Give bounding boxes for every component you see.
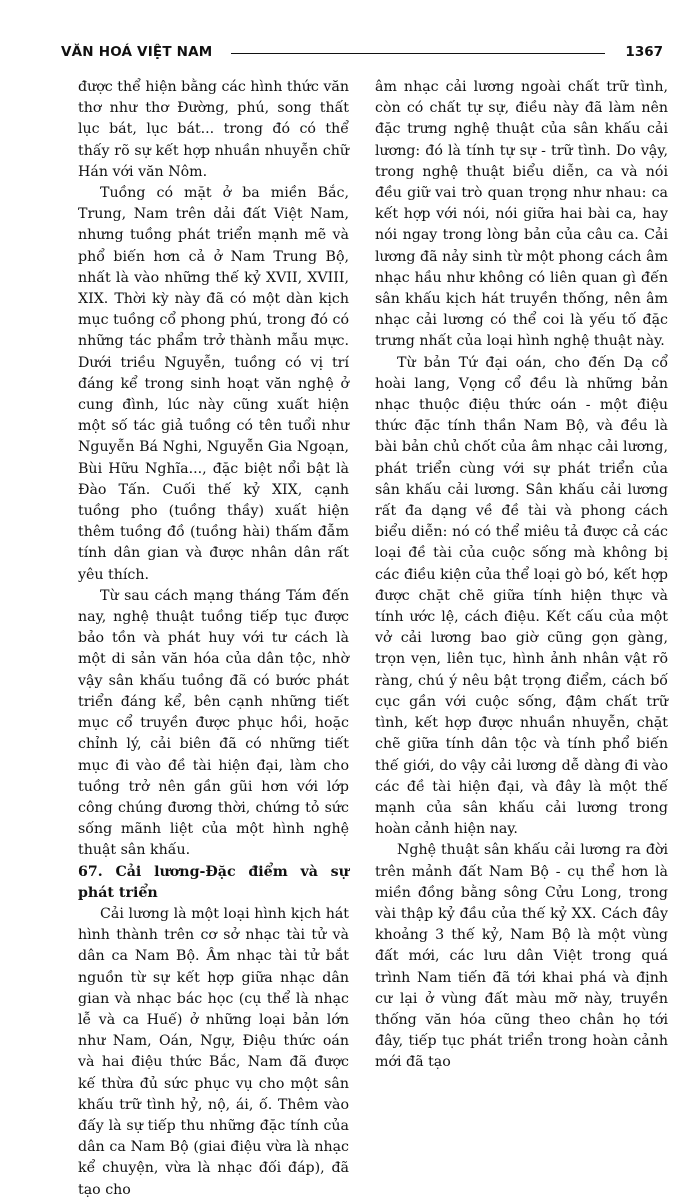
paragraph: Tuồng có mặt ở ba miền Bắc, Trung, Nam trên dải đất Việt Nam, nhưng tuồng phát triển mạnh mẽ và phổ biến hơn cả ở Nam Trung Bộ, nhất là vào những thế kỷ XVII, XVIII, XIX. Thời kỳ này đã có một dàn kịch mục tuồng cổ phong phú, trong đó có những tác phẩm trở thành mẫu mực. Dưới triều Nguyễn, tuồng có vị trí đáng kể trong sinh hoạt văn nghệ ở cung đình, lúc này cũng xuất hiện một số tác giả tuồng có tên tuổi như Nguyễn Bá Nghi, Nguyễn Gia Ngoạn, Bùi Hữu Nghĩa..., đặc biệt nổi bật là Đào Tấn. Cuối thế kỷ XIX, cạnh tuồng pho (tuồng thầy) xuất hiện thêm tuồng đồ (tuồng hài) thấm đẫm tính dân gian và được nhân dân rất yêu thích. <box>78 185 349 583</box>
header-rule <box>231 53 605 54</box>
page-number: 1367 <box>625 44 663 60</box>
paragraph: âm nhạc cải lương ngoài chất trữ tình, còn có chất tự sự, điều này đã làm nên đặc trưng nghệ thuật của sân khấu cải lương: đó là tính tự sự - trữ tình. Do vậy, trong nghệ thuật biểu diễn, ca và nói đều giữ vai trò quan trọng như nhau: ca kết hợp với nói, nói giữa hai bài ca, hay nói ngay trong lòng bản của câu ca. Cải lương đã nảy sinh từ một phong cách âm nhạc hầu như không có liên quan gì đến sân khấu kịch hát truyền thống, nên âm nhạc cải lương có thể coi là yếu tố đặc trưng nhất của loại hình nghệ thuật này. <box>375 79 668 350</box>
section-heading: 67. Cải lương-Đặc điểm và sự phát triển <box>78 863 349 901</box>
paragraph: Từ sau cách mạng tháng Tám đến nay, nghệ thuật tuồng tiếp tục được bảo tồn và phát huy với tư cách là một di sản văn hóa của dân tộc, nhờ vậy sân khấu tuồng đã có bước phát triển đáng kể, bên cạnh những tiết mục cổ truyền được phục hồi, hoặc chỉnh lý, cải biên đã có những tiết mục đi vào đề tài hiện đại, làm cho tuồng trở nên gần gũi hơn với lớp công chúng đương thời, chứng tỏ sức sống mãnh liệt của một hình nghệ thuật sân khấu. <box>78 587 349 859</box>
paragraph: Từ bản Tứ đại oán, cho đến Dạ cổ hoài lang, Vọng cổ đều là những bản nhạc thuộc điệu thức oán - một điệu thức đặc tính thần Nam Bộ, và đều là bài bản chủ chốt của âm nhạc cải lương, phát triển cùng với sự phát triển của sân khấu cải lương. Sân khấu cải lương rất đa dạng về đề tài và phong cách biểu diễn: nó có thể miêu tả được cả các loại đề tài của cuộc sống mà không bị các điều kiện của thể loại gò bó, kết hợp được chặt chẽ giữa tính hiện thực và tính ước lệ, cách điệu. Kết cấu của một vở cải lương bao giờ cũng gọn gàng, trọn vẹn, liên tục, hình ảnh nhân vật rõ ràng, chú ý nêu bật trọng điểm, cách bố cục gần với cuộc sống, đậm chất trữ tình, kết hợp được nhuần nhuyễn, chặt chẽ giữa tính dân tộc và tính phổ biến thế giới, do vậy cải lương dễ dàng đi vào các đề tài hiện đại, và đây là một thế mạnh của sân khấu cải lương trong hoàn cảnh hiện nay. <box>375 354 668 838</box>
header-title: VĂN HOÁ VIỆT NAM <box>61 44 213 60</box>
paragraph: Cải lương là một loại hình kịch hát hình thành trên cơ sở nhạc tài tử và dân ca Nam Bộ. Âm nhạc tài tử bắt nguồn từ sự kết hợp giữa nhạc dân gian và nhạc bác học (cụ thể là nhạc lễ và ca Huế) ở những loại bản lớn như Nam, Oán, Ngự, Điệu thức oán và hai điệu thức Bắc, Nam đã được kế thừa đủ sức phục vụ cho một sân khấu trữ tình hỷ, nộ, ái, ố. Thêm vào đấy là sự tiếp thu những đặc tính của dân ca Nam Bộ (giai điệu vừa là nhạc kể chuyện, vừa là nhạc đối đáp), đã tạo cho <box>78 905 349 1198</box>
paragraph: Nghệ thuật sân khấu cải lương ra đời trên mảnh đất Nam Bộ - cụ thể hơn là miền đồng bằng sông Cửu Long, trong vài thập kỷ đầu của thế kỷ XX. Cách đây khoảng 3 thế kỷ, Nam Bộ là một vùng đất mới, các lưu dân Việt trong quá trình Nam tiến đã tới khai phá và định cư lại ở vùng đất màu mỡ này, truyền thống văn hóa cũng theo chân họ tới đây, tiếp tục phát triển trong hoàn cảnh mới đã tạo <box>375 842 668 1071</box>
running-header <box>61 44 663 66</box>
right-column <box>375 77 668 1074</box>
paragraph: được thể hiện bằng các hình thức văn thơ như thơ Đường, phú, song thất lục bát, lục bát... trong đó có thể thấy rõ sự kết hợp nhuần nhuyễn chữ Hán với văn Nôm. <box>78 79 349 180</box>
left-column <box>78 77 349 1201</box>
